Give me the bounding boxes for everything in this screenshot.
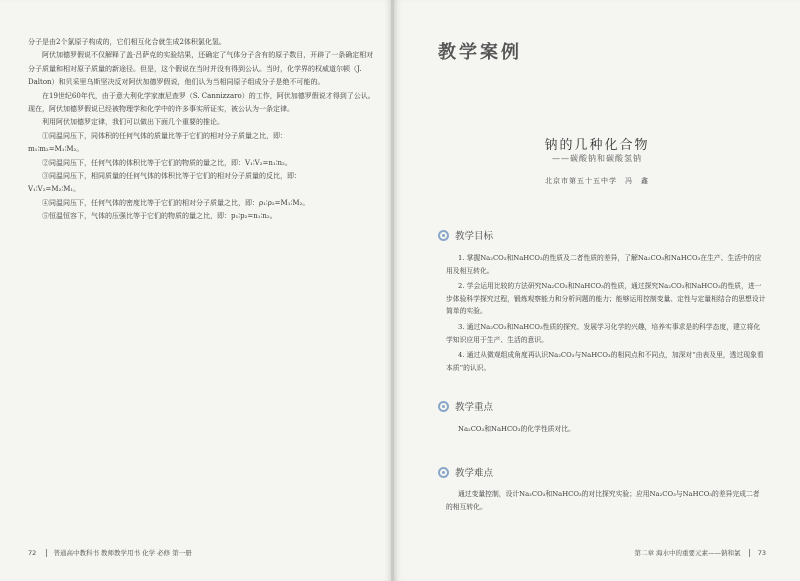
right-page <box>394 0 800 581</box>
goals-heading-label: 教学目标 <box>455 231 494 242</box>
difficulties-heading-label: 教学难点 <box>455 468 494 479</box>
paragraph: ⑤恒温恒容下，气体的压强比等于它们的物质的量之比，即：p₁∶p₂=n₁∶n₂。 <box>42 212 277 221</box>
difficulties-heading <box>438 465 493 479</box>
left-page <box>0 0 392 581</box>
key-points-heading-label: 教学重点 <box>455 402 494 413</box>
difficulties-paragraph: 通过变量控制，设计Na₂CO₃和NaHCO₃的对比探究实验；应用Na₂CO₃与NaHCO₃的差异完成二者的相互转化。 <box>446 490 760 511</box>
paragraph: ①同温同压下，同体积的任何气体的质量比等于它们的相对分子质量之比，即： <box>42 131 287 140</box>
heading-circle-icon <box>438 467 449 478</box>
key-points-text <box>446 423 766 439</box>
paragraph: ④同温同压下，任何气体的密度比等于它们的相对分子质量之比，即：ρ₁∶ρ₂=M₁∶M₂。 <box>42 198 310 207</box>
formula-line: V₁∶V₂=M₂∶M₁。 <box>28 185 81 194</box>
page-number: 73 <box>757 549 766 557</box>
key-points-heading <box>438 399 493 413</box>
heading-circle-icon <box>438 401 449 412</box>
paragraph: ②同温同压下，任何气体的体积比等于它们的物质的量之比，即：V₁∶V₂=n₁∶n₂。 <box>42 158 292 167</box>
goals-list <box>446 252 766 377</box>
difficulties-text <box>446 488 766 516</box>
formula-line: m₁∶m₂=M₁∶M₂。 <box>28 145 84 154</box>
lesson-subtitle: ——碳酸钠和碳酸氢钠 <box>552 154 642 163</box>
goals-heading <box>438 228 493 242</box>
right-footer <box>634 548 766 557</box>
paragraph: 阿伏加德罗假说不仅解释了盖·吕萨克的实验结果，还确定了气体分子含有的原子数目，开辟了一条确定相对分子质量和相对原子质量的新途径。但是，这个假说在当时并没有得到公认。当时，化学界的权威道尔顿（J. Dalton）和贝采里乌斯坚决反对阿伏加德罗假说，他们认为当相同原子组成分子是绝不可能的。 <box>28 51 374 87</box>
list-item: 3. 通过Na₂CO₃和NaHCO₃性质的探究、发展学习化学的兴趣，培养实事求是的科学态度，建立将化学知识应用于生产、生活的意识。 <box>446 322 761 344</box>
paragraph: 利用阿伏加德罗定律，我们可以做出下面几个重要的推论。 <box>42 118 224 127</box>
left-body-text <box>28 36 376 224</box>
page-number: 72 <box>28 549 37 557</box>
lesson-title: 钠的几种化合物 <box>544 138 650 153</box>
section-title: 教学案例 <box>438 42 522 63</box>
paragraph: 分子是由2个氯原子构成的，它们相互化合就生成2体积氯化氢。 <box>28 38 226 46</box>
key-points-paragraph: Na₂CO₃和NaHCO₃的化学性质对比。 <box>458 425 575 433</box>
lesson-author: 北京市第五十五中学 冯 鑫 <box>545 177 649 185</box>
list-item: 4. 通过从微观组成角度再认识Na₂CO₃与NaHCO₃的相同点和不同点，加深对“由表及里，透过现象看本质”的认识。 <box>446 351 764 372</box>
list-item: 2. 学会运用比较的方法研究Na₂CO₃和NaHCO₃的性质，通过探究Na₂CO₃和NaHCO₃的性质，进一步体验科学探究过程，锻炼观察能力和分析问题的能力；能够运用控制变量、定性与定量相结合的思想设计简单的实验。 <box>446 282 766 316</box>
heading-circle-icon <box>438 230 449 241</box>
paragraph: 在19世纪60年代，由于意大利化学家康尼查罗（S. Cannizzaro）的工作，阿伏加德罗假说才得到了公认。现在，阿伏加德罗假说已经被物理学和化学中的许多事实所证实，被公认为一条定律。 <box>28 91 375 114</box>
footer-divider <box>46 549 47 557</box>
footer-divider <box>749 549 750 557</box>
book-title: 普通高中教科书 教师教学用书 化学 必修 第一册 <box>53 549 192 557</box>
left-footer <box>28 548 192 557</box>
chapter-title: 第二章 海水中的重要元素——钠和氯 <box>634 549 741 557</box>
paragraph: ③同温同压下，相同质量的任何气体的体积比等于它们的相对分子质量的反比，即： <box>42 172 301 181</box>
list-item: 1. 掌握Na₂CO₃和NaHCO₃的性质及二者性质的差异，了解Na₂CO₃和NaHCO₃在生产、生活中的应用及相互转化。 <box>446 254 762 275</box>
